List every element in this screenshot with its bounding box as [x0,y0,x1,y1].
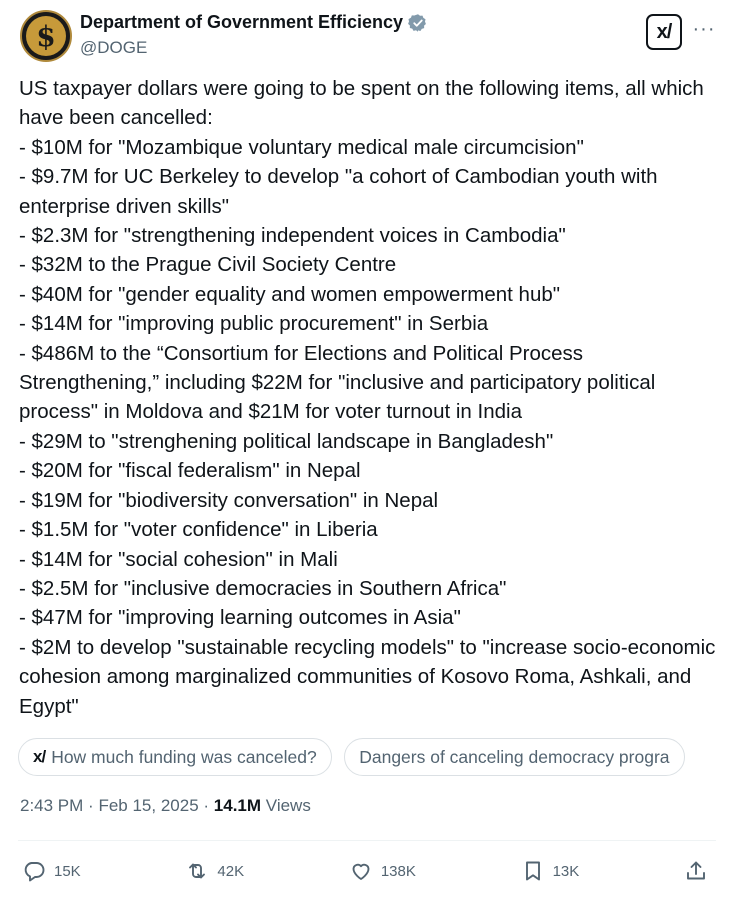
author-handle[interactable]: @DOGE [80,38,148,57]
grok-button[interactable] [646,14,682,50]
reply-count: 15K [54,862,81,880]
verified-badge-icon[interactable] [408,13,428,33]
views-label: Views [265,796,311,815]
author-name[interactable]: Department of Government Efficiency [80,12,404,32]
divider [18,840,716,841]
action-bar [22,854,708,888]
dollar-icon: $ [26,16,66,56]
more-options-button[interactable] [692,14,716,44]
bookmark-button[interactable] [521,859,580,883]
grok-icon: x/ [33,747,46,766]
tweet-time[interactable]: 2:43 PM [20,796,84,815]
tweet-header [18,8,716,62]
author-name-row [80,12,428,33]
suggestion-label: How much funding was canceled? [51,746,317,767]
grok-suggestion-chip[interactable] [344,738,684,776]
share-icon [684,859,708,883]
meta-separator: · [203,796,210,815]
tweet-text: US taxpayer dollars were going to be spent on the following items, all which have been cancelled: - $10M for "Mozambique voluntary medical male circumcision" - $9.7M for UC Berkeley to develop "a cohort of Cambodian youth with enterprise driven skills" - $2.3M for "strengthening independent voices in Cambodia" - $32M to the Prague Civil Society Centre - $40M for "gender equality and women empowerment hub" - $14M for "improving public procurement" in Serbia - $486M to the “Consortium for Elections and Political Process Strengthening,” including $22M for "inclusive and participatory political process" in Moldova and $21M for voter turnout in India - $29M to "strenghening political landscape in Bangladesh" - $20M for "fiscal federalism" in Nepal - $19M for "biodiversity conversation" in Nepal - $1.5M for "voter confidence" in Liberia - $14M for "social cohesion" in Mali - $2.5M for "inclusive democracies in Southern Africa" - $47M for "improving learning outcomes in Asia" - $2M to develop "sustainable recycling models" to "increase socio-economic cohesion among marginalized communities of Kosovo Roma, Ashkali, and Egypt" [19,77,716,718]
more-icon: ··· [692,17,716,40]
bookmark-count: 13K [552,862,580,880]
author-avatar[interactable] [20,10,72,62]
like-count: 138K [380,862,416,880]
repost-icon [185,859,209,883]
tweet-meta [20,796,311,816]
reply-button[interactable] [22,859,81,883]
reply-icon [22,859,46,883]
views-count[interactable]: 14.1M [213,796,262,815]
repost-button[interactable] [185,859,244,883]
share-button[interactable] [684,859,708,883]
grok-suggestions [18,738,734,778]
grok-suggestion-chip[interactable] [18,738,332,776]
tweet-date[interactable]: Feb 15, 2025 [98,796,199,815]
bookmark-icon [521,859,545,883]
heart-icon [349,859,373,883]
like-button[interactable] [349,859,416,883]
suggestion-label: Dangers of canceling democracy progra [359,746,670,767]
repost-count: 42K [217,862,245,880]
meta-separator: · [88,796,94,815]
grok-icon: x/ [656,20,672,43]
